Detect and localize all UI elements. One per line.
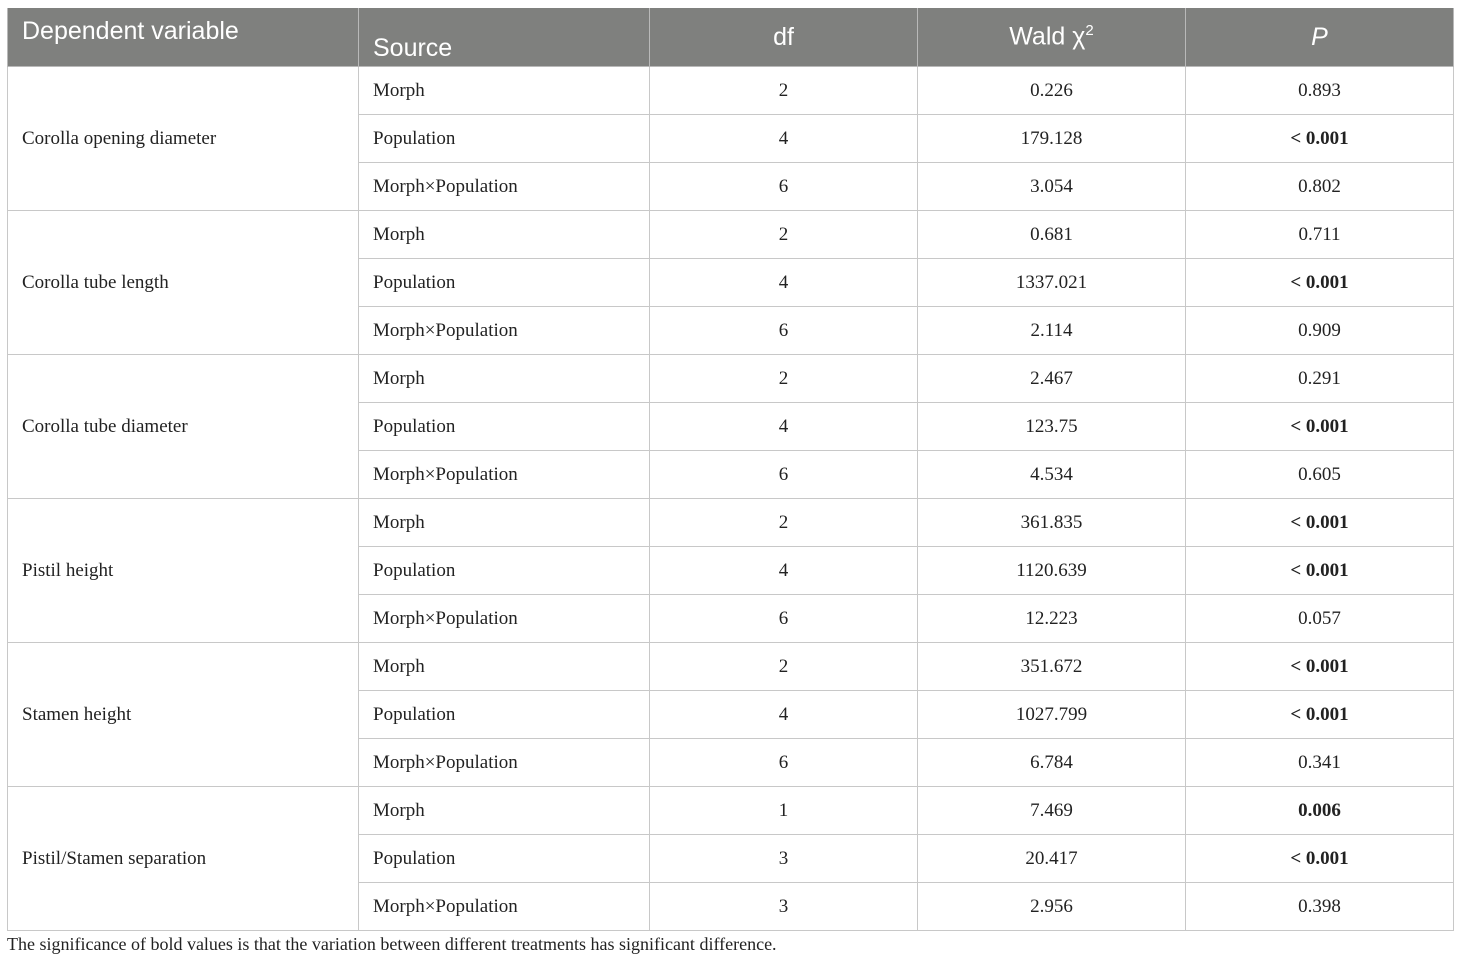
wald-cell: 3.054 bbox=[918, 163, 1186, 211]
header-wald-chi-square bbox=[918, 8, 1186, 67]
wald-cell: 351.672 bbox=[918, 643, 1186, 691]
source-cell: Morph bbox=[359, 67, 650, 115]
df-cell: 2 bbox=[650, 211, 918, 259]
p-value-cell: 0.909 bbox=[1186, 307, 1454, 355]
p-value-cell: < 0.001 bbox=[1186, 499, 1454, 547]
source-cell: Morph×Population bbox=[359, 595, 650, 643]
wald-cell: 1120.639 bbox=[918, 547, 1186, 595]
wald-cell: 1337.021 bbox=[918, 259, 1186, 307]
source-cell: Morph bbox=[359, 211, 650, 259]
p-value-cell: < 0.001 bbox=[1186, 835, 1454, 883]
header-wald-superscript: 2 bbox=[1085, 22, 1094, 40]
table-row bbox=[8, 211, 1454, 259]
source-cell: Morph bbox=[359, 787, 650, 835]
header-row bbox=[8, 8, 1454, 67]
df-cell: 6 bbox=[650, 307, 918, 355]
wald-cell: 1027.799 bbox=[918, 691, 1186, 739]
table-row bbox=[8, 787, 1454, 835]
p-value-cell: < 0.001 bbox=[1186, 643, 1454, 691]
source-cell: Morph×Population bbox=[359, 883, 650, 931]
source-cell: Morph×Population bbox=[359, 307, 650, 355]
source-cell: Morph×Population bbox=[359, 451, 650, 499]
df-cell: 6 bbox=[650, 595, 918, 643]
table-header bbox=[8, 8, 1454, 67]
p-value-cell: 0.006 bbox=[1186, 787, 1454, 835]
table-row bbox=[8, 499, 1454, 547]
source-cell: Population bbox=[359, 259, 650, 307]
wald-cell: 6.784 bbox=[918, 739, 1186, 787]
wald-cell: 12.223 bbox=[918, 595, 1186, 643]
results-table-container bbox=[7, 8, 1453, 931]
wald-cell: 0.226 bbox=[918, 67, 1186, 115]
wald-cell: 20.417 bbox=[918, 835, 1186, 883]
source-cell: Morph bbox=[359, 643, 650, 691]
df-cell: 6 bbox=[650, 739, 918, 787]
wald-cell: 361.835 bbox=[918, 499, 1186, 547]
wald-cell: 7.469 bbox=[918, 787, 1186, 835]
dependent-variable-cell: Pistil/Stamen separation bbox=[8, 787, 359, 931]
dependent-variable-cell: Corolla tube diameter bbox=[8, 355, 359, 499]
df-cell: 6 bbox=[650, 163, 918, 211]
wald-cell: 0.681 bbox=[918, 211, 1186, 259]
df-cell: 4 bbox=[650, 115, 918, 163]
df-cell: 3 bbox=[650, 835, 918, 883]
table-footnote: The significance of bold values is that the variation between different treatments has significant difference. bbox=[7, 934, 777, 954]
source-cell: Morph bbox=[359, 499, 650, 547]
table-row bbox=[8, 355, 1454, 403]
wald-cell: 123.75 bbox=[918, 403, 1186, 451]
wald-cell: 2.114 bbox=[918, 307, 1186, 355]
table-row bbox=[8, 643, 1454, 691]
df-cell: 4 bbox=[650, 259, 918, 307]
p-value-cell: 0.711 bbox=[1186, 211, 1454, 259]
p-value-cell: < 0.001 bbox=[1186, 403, 1454, 451]
source-cell: Morph×Population bbox=[359, 739, 650, 787]
header-wald-label: Wald χ bbox=[1009, 22, 1086, 51]
p-value-cell: < 0.001 bbox=[1186, 547, 1454, 595]
df-cell: 2 bbox=[650, 643, 918, 691]
p-value-cell: 0.057 bbox=[1186, 595, 1454, 643]
p-value-cell: 0.605 bbox=[1186, 451, 1454, 499]
header-source: Source bbox=[359, 8, 650, 67]
table-body bbox=[8, 67, 1454, 931]
p-value-cell: 0.398 bbox=[1186, 883, 1454, 931]
dependent-variable-cell: Pistil height bbox=[8, 499, 359, 643]
df-cell: 4 bbox=[650, 547, 918, 595]
source-cell: Population bbox=[359, 835, 650, 883]
df-cell: 3 bbox=[650, 883, 918, 931]
wald-cell: 2.467 bbox=[918, 355, 1186, 403]
source-cell: Morph bbox=[359, 355, 650, 403]
p-value-cell: 0.291 bbox=[1186, 355, 1454, 403]
dependent-variable-cell: Corolla opening diameter bbox=[8, 67, 359, 211]
wald-cell: 4.534 bbox=[918, 451, 1186, 499]
source-cell: Population bbox=[359, 115, 650, 163]
df-cell: 6 bbox=[650, 451, 918, 499]
source-cell: Morph×Population bbox=[359, 163, 650, 211]
p-value-cell: 0.802 bbox=[1186, 163, 1454, 211]
p-value-cell: 0.893 bbox=[1186, 67, 1454, 115]
df-cell: 2 bbox=[650, 67, 918, 115]
header-df: df bbox=[650, 8, 918, 67]
wald-cell: 179.128 bbox=[918, 115, 1186, 163]
dependent-variable-cell: Corolla tube length bbox=[8, 211, 359, 355]
df-cell: 2 bbox=[650, 355, 918, 403]
df-cell: 4 bbox=[650, 403, 918, 451]
p-value-cell: < 0.001 bbox=[1186, 115, 1454, 163]
header-dependent-variable: Dependent variable bbox=[8, 8, 359, 67]
source-cell: Population bbox=[359, 403, 650, 451]
p-value-cell: < 0.001 bbox=[1186, 259, 1454, 307]
table-row bbox=[8, 67, 1454, 115]
source-cell: Population bbox=[359, 547, 650, 595]
p-value-cell: 0.341 bbox=[1186, 739, 1454, 787]
df-cell: 4 bbox=[650, 691, 918, 739]
source-cell: Population bbox=[359, 691, 650, 739]
dependent-variable-cell: Stamen height bbox=[8, 643, 359, 787]
wald-test-table bbox=[7, 8, 1454, 931]
p-value-cell: < 0.001 bbox=[1186, 691, 1454, 739]
header-p-value: P bbox=[1186, 8, 1454, 67]
wald-cell: 2.956 bbox=[918, 883, 1186, 931]
df-cell: 2 bbox=[650, 499, 918, 547]
df-cell: 1 bbox=[650, 787, 918, 835]
